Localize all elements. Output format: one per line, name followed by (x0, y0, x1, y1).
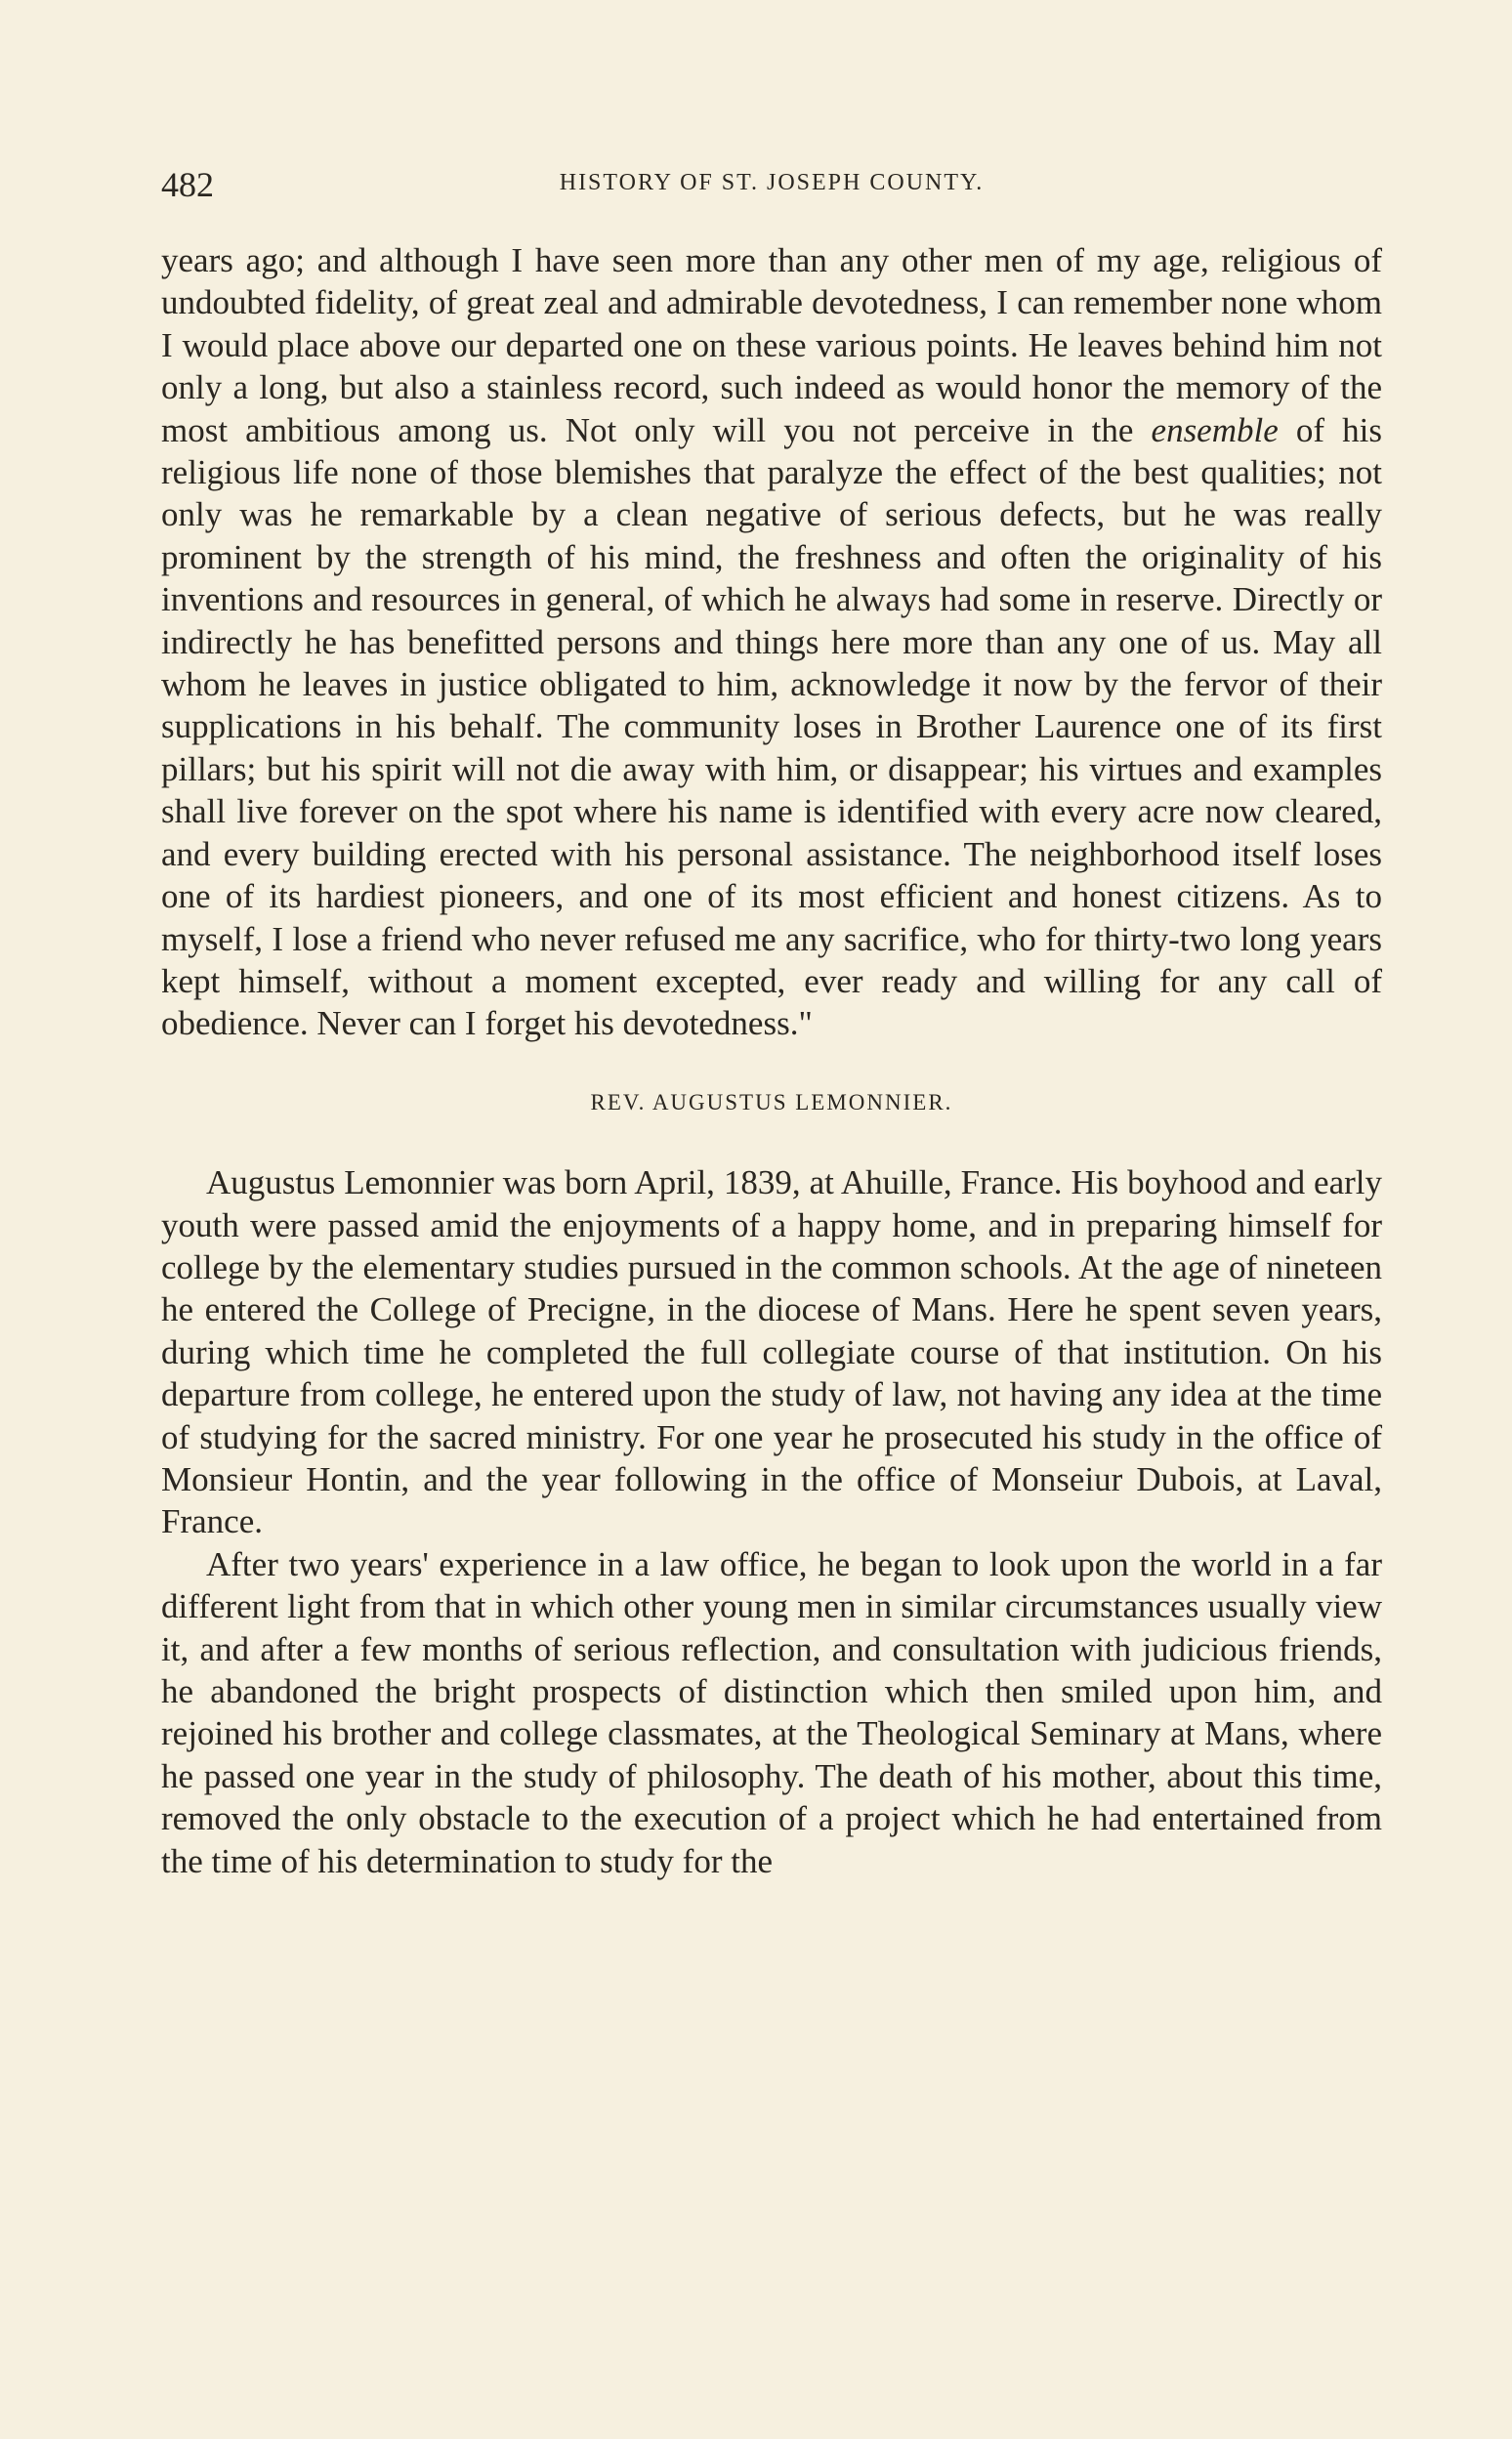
continued-paragraph (161, 239, 1382, 1045)
page-header (161, 164, 1382, 207)
continued-paragraph-lead: years ago; and although I have seen more than any other men of my age, religious of undoubted fidelity, of great zeal and admirable devotedness, I can remember none whom I would place above our departed one on these various points. He leaves behind him not only a long, but also a stainless record, such indeed as would honor the memory of the most ambitious among us. Not only will you not perceive in the (161, 241, 1382, 449)
biography-paragraph-2: After two years' experience in a law office, he began to look upon the world in a far different light from that in which other young men in similar circumstances usually view it, and after a few months of serious reflection, and consultation with judicious friends, he abandoned the bright prospects of distinction which then smiled upon him, and rejoined his brother and college classmates, at the Theological Seminary at Mans, where he passed one year in the study of philosophy. The death of his mother, about this time, removed the only obstacle to the execution of a project which he had entertained from the time of his determination to study for the (161, 1544, 1382, 1880)
continued-paragraph-tail: of his religious life none of those blemishes that paralyze the effect of the best qualities; not only was he remarkable by a clean negative of serious defects, but he was really prominent by the strength of his mind, the freshness and often the originality of his inventions and resources in general, of which he always had some in reserve. Directly or indirectly he has benefitted persons and things here more than any one of us. May all whom he leaves in justice obligated to him, acknowledge it now by the fervor of their supplications in his behalf. The community loses in Brother Laurence one of its first pillars; but his spirit will not die away with him, or disappear; his virtues and examples shall live forever on the spot where his name is identified with every acre now cleared, and every building erected with his personal assistance. The neighborhood itself loses one of its hardiest pioneers, and one of its most efficient and honest citizens. As to myself, I lose a friend who never refused me any sacrifice, who for thirty-two long years kept himself, without a moment excepted, ever ready and willing for any call of obedience. Never can I forget his devotedness." (161, 410, 1382, 1043)
section-heading: REV. AUGUSTUS LEMONNIER. (590, 1089, 953, 1114)
body-text (161, 239, 1382, 1882)
italic-word: ensemble (1151, 410, 1279, 449)
biography-paragraph-1: Augustus Lemonnier was born April, 1839, at Ahuille, France. His boyhood and early youth were passed amid the enjoyments of a happy home, and in preparing himself for college by the elementary studies pursued in the common schools. At the age of nineteen he entered the College of Precigne, in the diocese of Mans. Here he spent seven years, during which time he completed the full collegiate course of that institution. On his departure from college, he entered upon the study of law, not having any idea at the time of studying for the sacred ministry. For one year he prosecuted his study in the office of Monsieur Hontin, and the year following in the office of Monseiur Dubois, at Laval, France. (161, 1163, 1382, 1541)
running-title: HISTORY OF ST. JOSEPH COUNTY. (559, 170, 985, 195)
page-number: 482 (161, 165, 214, 204)
